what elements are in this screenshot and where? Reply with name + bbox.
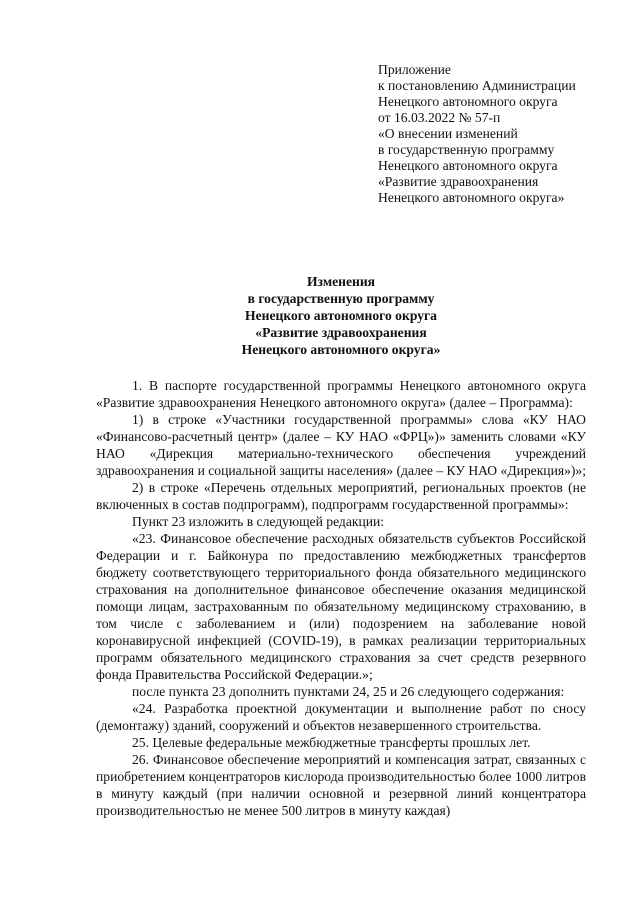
document-body [96,377,586,819]
title-line: в государственную программу [247,291,435,306]
appendix-line: «О внесении изменений [378,126,518,141]
appendix-line: Ненецкого автономного округа [378,94,558,109]
title-line: Ненецкого автономного округа [245,308,437,323]
appendix-line: «Развитие здравоохранения [378,174,539,189]
appendix-line: в государственную программу [378,142,555,157]
appendix-line: Ненецкого автономного округа» [378,190,565,205]
document-title [96,273,586,358]
body-paragraph: 1) в строке «Участники государственной программы» слова «КУ НАО «Финансово-расчетный центр» (далее – КУ НАО «ФРЦ»)» заменить словами «КУ НАО «Дирекция материально-технического обеспечения учреждений здравоохранения и социальной защиты населения» (далее – КУ НАО «Дирекция»)»; [96,412,587,478]
body-paragraph: Пункт 23 изложить в следующей редакции: [132,514,385,529]
body-paragraph: 25. Целевые федеральные межбюджетные трансферты прошлых лет. [132,735,531,750]
body-paragraph: после пункта 23 дополнить пунктами 24, 25 и 26 следующего содержания: [132,684,565,699]
body-paragraph: 26. Финансовое обеспечение мероприятий и компенсация затрат, связанных с приобретением концентраторов кислорода производительностью более 1000 литров в минуту каждый (при наличии основной и резервной линий концентратора производительностью не менее 500 литров в минуту каждая) [96,752,586,818]
title-line: «Развитие здравоохранения [255,325,427,340]
body-paragraph: 1. В паспорте государственной программы Ненецкого автономного округа «Развитие здравоохранения Ненецкого автономного округа» (далее – Программа): [96,378,586,410]
appendix-line: к постановлению Администрации [378,78,576,93]
title-line: Ненецкого автономного округа» [241,342,441,357]
appendix-header [378,62,628,206]
appendix-line: Приложение [378,62,451,77]
body-paragraph: «24. Разработка проектной документации и выполнение работ по сносу (демонтажу) зданий, сооружений и объектов незавершенного строительства. [96,701,586,733]
appendix-line: от 16.03.2022 № 57-п [378,110,501,125]
body-paragraph: «23. Финансовое обеспечение расходных обязательств субъектов Российской Федерации и г. Байконура по предоставлению межбюджетных трансфертов бюджету соответствующего территориального фонда обязательного медицинского страхования на дополнительное финансовое обеспечение оказания медицинской помощи лицам, застрахованным по обязательному медицинскому страхованию, в том числе с заболеванием и (или) подозрением на заболевание новой коронавирусной инфекцией (COVID-19), в рамках реализации территориальных программ обязательного медицинского страхования за счет средств резервного фонда Правительства Российской Федерации.»; [96,531,586,682]
title-line: Изменения [306,274,376,289]
body-paragraph: 2) в строке «Перечень отдельных мероприятий, региональных проектов (не включенных в состав подпрограмм), подпрограмм государственной программы»: [96,480,586,512]
appendix-line: Ненецкого автономного округа [378,158,558,173]
